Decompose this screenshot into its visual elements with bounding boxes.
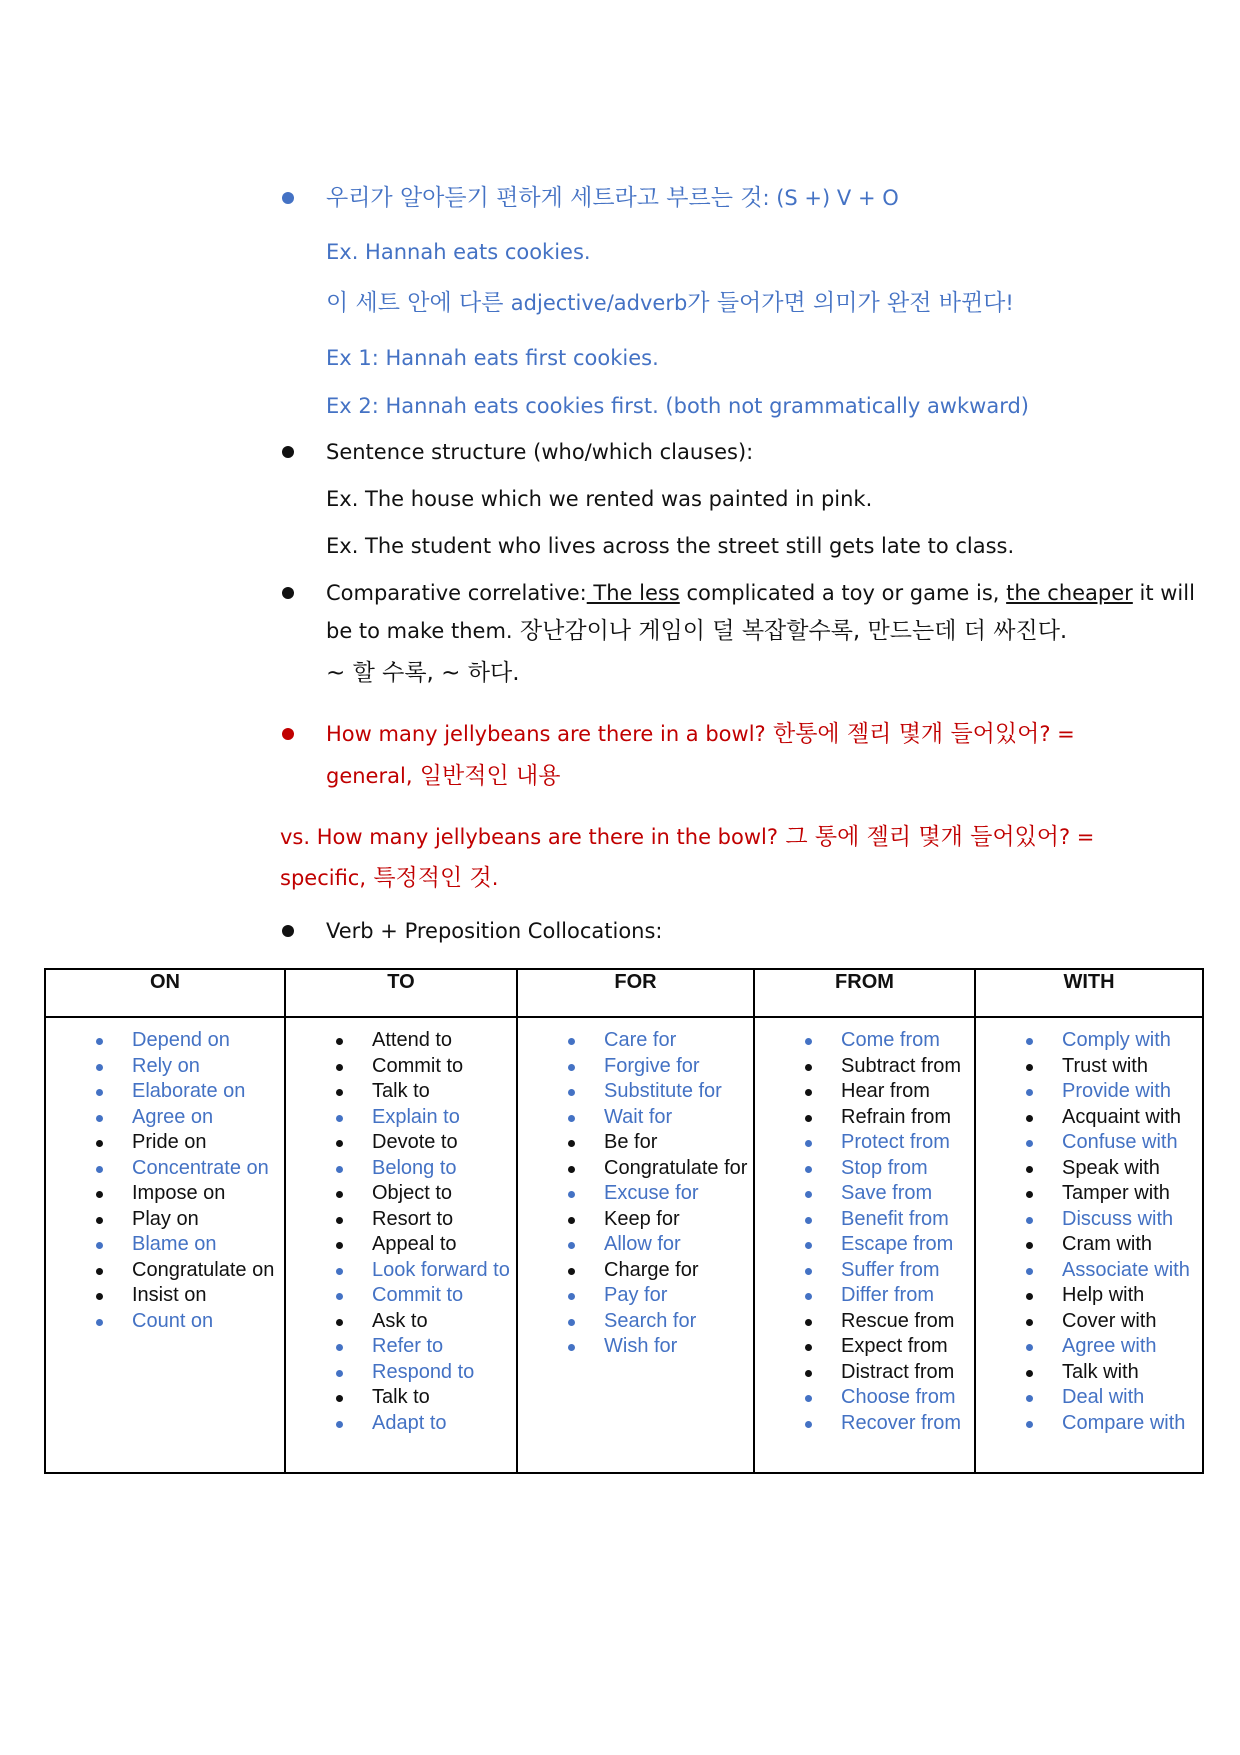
comparative-line-2 [326, 617, 1067, 645]
comparative-line2-ko: 장난감이나 게임이 덜 복잡할수록, 만드는데 더 싸진다. [512, 618, 1068, 644]
list-item: Commit to [286, 1054, 516, 1080]
jelly-specific-line2-en: specific, [280, 866, 367, 890]
jelly-specific-line2-ko: 특정적인 것 [366, 865, 492, 891]
jelly-general-en: How many jellybeans are there in a bowl? [326, 722, 766, 746]
list-item: Acquaint with [976, 1105, 1202, 1131]
comparative-underline-2: the cheaper [1006, 581, 1133, 605]
list-item: Object to [286, 1181, 516, 1207]
sentence-example-2: Ex. The student who lives across the street still gets late to class. [326, 534, 1015, 558]
list-item: Substitute for [518, 1079, 753, 1105]
header-for: FOR [517, 969, 754, 1017]
list-item: Forgive for [518, 1054, 753, 1080]
list-item: Agree with [976, 1334, 1202, 1360]
list-item: Stop from [755, 1156, 974, 1182]
list-item: Discuss with [976, 1207, 1202, 1233]
set-note [326, 289, 1014, 317]
list-item: Impose on [46, 1181, 284, 1207]
header-on: ON [45, 969, 285, 1017]
comparative-lead: Comparative correlative: [326, 581, 587, 605]
list-item: Wish for [518, 1334, 753, 1360]
list-item: Concentrate on [46, 1156, 284, 1182]
list-item: Talk to [286, 1385, 516, 1411]
list-item: Pride on [46, 1130, 284, 1156]
list-item: Rely on [46, 1054, 284, 1080]
set-example: Ex. Hannah eats cookies. [326, 240, 591, 264]
column-from [754, 1017, 975, 1473]
list-item: Explain to [286, 1105, 516, 1131]
jelly-specific-end: . [491, 866, 499, 890]
list-item: Comply with [976, 1028, 1202, 1054]
list-item: Subtract from [755, 1054, 974, 1080]
list-item: Cover with [976, 1309, 1202, 1335]
list-item: Count on [46, 1309, 284, 1335]
jelly-general-line2-ko: 일반적인 내용 [412, 763, 561, 789]
set-heading-korean: 우리가 알아듣기 편하게 세트라고 부르는 것 [326, 185, 763, 211]
list-item: Protect from [755, 1130, 974, 1156]
list-item: Agree on [46, 1105, 284, 1131]
comparative-tail: it will [1132, 581, 1195, 605]
jelly-general-line2-en: general, [326, 764, 413, 788]
list-item: Search for [518, 1309, 753, 1335]
set-note-end: ! [1005, 291, 1014, 315]
list-item: Respond to [286, 1360, 516, 1386]
column-for [517, 1017, 754, 1473]
list-item: Associate with [976, 1258, 1202, 1284]
list-item: Benefit from [755, 1207, 974, 1233]
set-note-ko2: 가 들어가면 의미가 완전 바뀐다 [687, 290, 1006, 316]
jelly-specific-ko: 그 통에 젤리 몇개 들어있어 [778, 824, 1059, 850]
jelly-general-eq: ? = [1039, 722, 1075, 746]
list-item: Escape from [755, 1232, 974, 1258]
list-item: Play on [46, 1207, 284, 1233]
list-item: Charge for [518, 1258, 753, 1284]
jelly-general-line-1 [326, 720, 1075, 748]
bullet-dot [282, 192, 294, 204]
list-item: Resort to [286, 1207, 516, 1233]
collocation-list-with [976, 1028, 1202, 1436]
list-item: Hear from [755, 1079, 974, 1105]
list-item: Attend to [286, 1028, 516, 1054]
column-to [285, 1017, 517, 1473]
set-note-en: adjective/adverb [510, 291, 688, 315]
list-item: Excuse for [518, 1181, 753, 1207]
list-item: Provide with [976, 1079, 1202, 1105]
set-heading-formula: : (S +) V + O [762, 186, 899, 210]
list-item: Rescue from [755, 1309, 974, 1335]
list-item: Recover from [755, 1411, 974, 1437]
list-item: Allow for [518, 1232, 753, 1258]
list-item: Speak with [976, 1156, 1202, 1182]
comparative-underline-1: The less [586, 581, 680, 605]
comparative-line-1 [326, 579, 1195, 607]
table-header-row [45, 969, 1203, 1017]
list-item: Help with [976, 1283, 1202, 1309]
list-item: Cram with [976, 1232, 1202, 1258]
comparative-mid: complicated a toy or game is, [679, 581, 1007, 605]
table-row [45, 1017, 1203, 1473]
column-on [45, 1017, 285, 1473]
comparative-line-3: ~ 할 수록, ~ 하다. [326, 660, 520, 686]
column-with [975, 1017, 1203, 1473]
bullet-dot [282, 446, 294, 458]
list-item: Differ from [755, 1283, 974, 1309]
list-item: Adapt to [286, 1411, 516, 1437]
list-item: Come from [755, 1028, 974, 1054]
list-item: Trust with [976, 1054, 1202, 1080]
list-item: Refrain from [755, 1105, 974, 1131]
set-heading [326, 184, 899, 212]
list-item: Be for [518, 1130, 753, 1156]
list-item: Elaborate on [46, 1079, 284, 1105]
bullet-dot [282, 925, 294, 937]
list-item: Depend on [46, 1028, 284, 1054]
list-item: Talk with [976, 1360, 1202, 1386]
list-item: Tamper with [976, 1181, 1202, 1207]
bullet-dot [282, 728, 294, 740]
header-with: WITH [975, 969, 1203, 1017]
jelly-specific-en: vs. How many jellybeans are there in the bowl? [280, 825, 779, 849]
list-item: Wait for [518, 1105, 753, 1131]
list-item: Appeal to [286, 1232, 516, 1258]
set-example-1: Ex 1: Hannah eats first cookies. [326, 346, 659, 370]
list-item: Blame on [46, 1232, 284, 1258]
list-item: Devote to [286, 1130, 516, 1156]
comparative-line2-en: be to make them. [326, 619, 513, 643]
list-item: Save from [755, 1181, 974, 1207]
list-item: Congratulate on [46, 1258, 284, 1284]
list-item: Keep for [518, 1207, 753, 1233]
collocation-list-to [286, 1028, 516, 1436]
jelly-specific-line-2 [280, 864, 498, 892]
list-item: Care for [518, 1028, 753, 1054]
list-item: Insist on [46, 1283, 284, 1309]
set-note-ko1: 이 세트 안에 다른 [326, 290, 511, 316]
list-item: Confuse with [976, 1130, 1202, 1156]
header-to: TO [285, 969, 517, 1017]
set-example-2: Ex 2: Hannah eats cookies first. (both not grammatically awkward) [326, 394, 1029, 418]
sentence-example-1: Ex. The house which we rented was painted in pink. [326, 487, 873, 511]
jelly-specific-eq: ? = [1058, 825, 1095, 849]
bullet-dot [282, 587, 294, 599]
list-item: Talk to [286, 1079, 516, 1105]
list-item: Distract from [755, 1360, 974, 1386]
sentence-heading: Sentence structure (who/which clauses): [326, 440, 754, 464]
jelly-general-ko: 한통에 젤리 몇개 들어있어 [765, 721, 1040, 747]
list-item: Look forward to [286, 1258, 516, 1284]
collocation-list-from [755, 1028, 974, 1436]
header-from: FROM [754, 969, 975, 1017]
list-item: Pay for [518, 1283, 753, 1309]
list-item: Deal with [976, 1385, 1202, 1411]
collocation-list-for [518, 1028, 753, 1360]
list-item: Choose from [755, 1385, 974, 1411]
list-item: Congratulate for [518, 1156, 753, 1182]
list-item: Ask to [286, 1309, 516, 1335]
list-item: Suffer from [755, 1258, 974, 1284]
list-item: Refer to [286, 1334, 516, 1360]
collocations-table [44, 968, 1204, 1474]
list-item: Expect from [755, 1334, 974, 1360]
collocation-list-on [46, 1028, 284, 1334]
list-item: Commit to [286, 1283, 516, 1309]
list-item: Compare with [976, 1411, 1202, 1437]
jelly-specific-line-1 [280, 823, 1094, 851]
jelly-general-line-2 [326, 762, 560, 790]
collocations-heading: Verb + Preposition Collocations: [326, 919, 663, 943]
list-item: Belong to [286, 1156, 516, 1182]
